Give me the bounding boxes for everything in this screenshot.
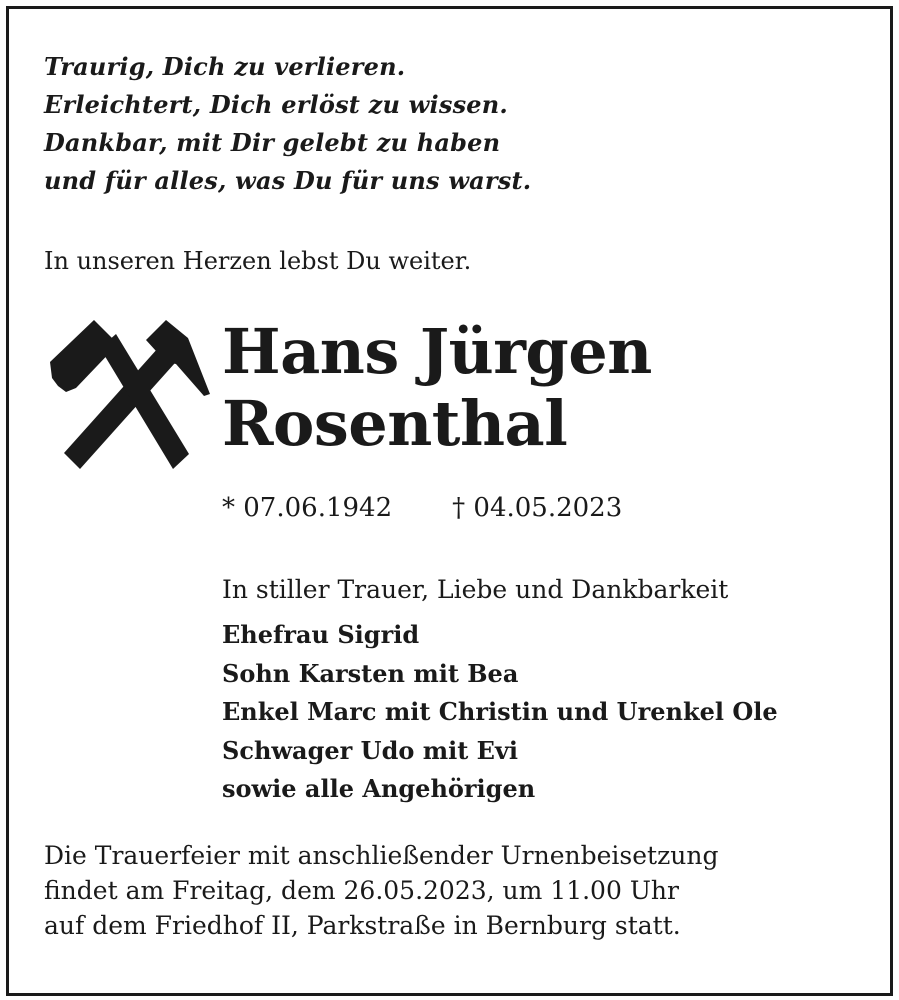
mourner: sowie alle Angehörigen [222, 774, 536, 803]
ceremony-line: findet am Freitag, dem 26.05.2023, um 11.00 Uhr [44, 876, 679, 905]
poem-line: und für alles, was Du für uns warst. [44, 166, 532, 195]
birth-date: * 07.06.1942 [222, 493, 393, 523]
mourner: Ehefrau Sigrid [222, 620, 420, 649]
life-dates [222, 490, 622, 526]
ceremony-line: Die Trauerfeier mit anschließender Urnenbeisetzung [44, 841, 719, 870]
hammer-and-pick-icon [44, 312, 210, 470]
ceremony-notice [44, 838, 718, 943]
mourner: Sohn Karsten mit Bea [222, 658, 519, 688]
poem [44, 48, 531, 200]
poem-line: Traurig, Dich zu verlieren. [44, 52, 406, 81]
death-date: † 04.05.2023 [452, 493, 623, 523]
mourning-intro: In stiller Trauer, Liebe und Dankbarkeit [222, 575, 729, 604]
motto: In unseren Herzen lebst Du weiter. [44, 247, 472, 275]
poem-line: Erleichtert, Dich erlöst zu wissen. [44, 90, 508, 119]
mourners-list [222, 616, 778, 809]
mourner: Enkel Marc mit Christin und Urenkel Ole [222, 697, 778, 726]
deceased-first-name: Hans Jürgen [222, 315, 652, 388]
poem-line: Dankbar, mit Dir gelebt zu haben [44, 128, 501, 157]
mourner: Schwager Udo mit Evi [222, 735, 519, 765]
ceremony-line: auf dem Friedhof II, Parkstraße in Bernburg statt. [44, 911, 681, 940]
deceased-name [222, 316, 652, 460]
deceased-last-name: Rosenthal [222, 387, 568, 460]
